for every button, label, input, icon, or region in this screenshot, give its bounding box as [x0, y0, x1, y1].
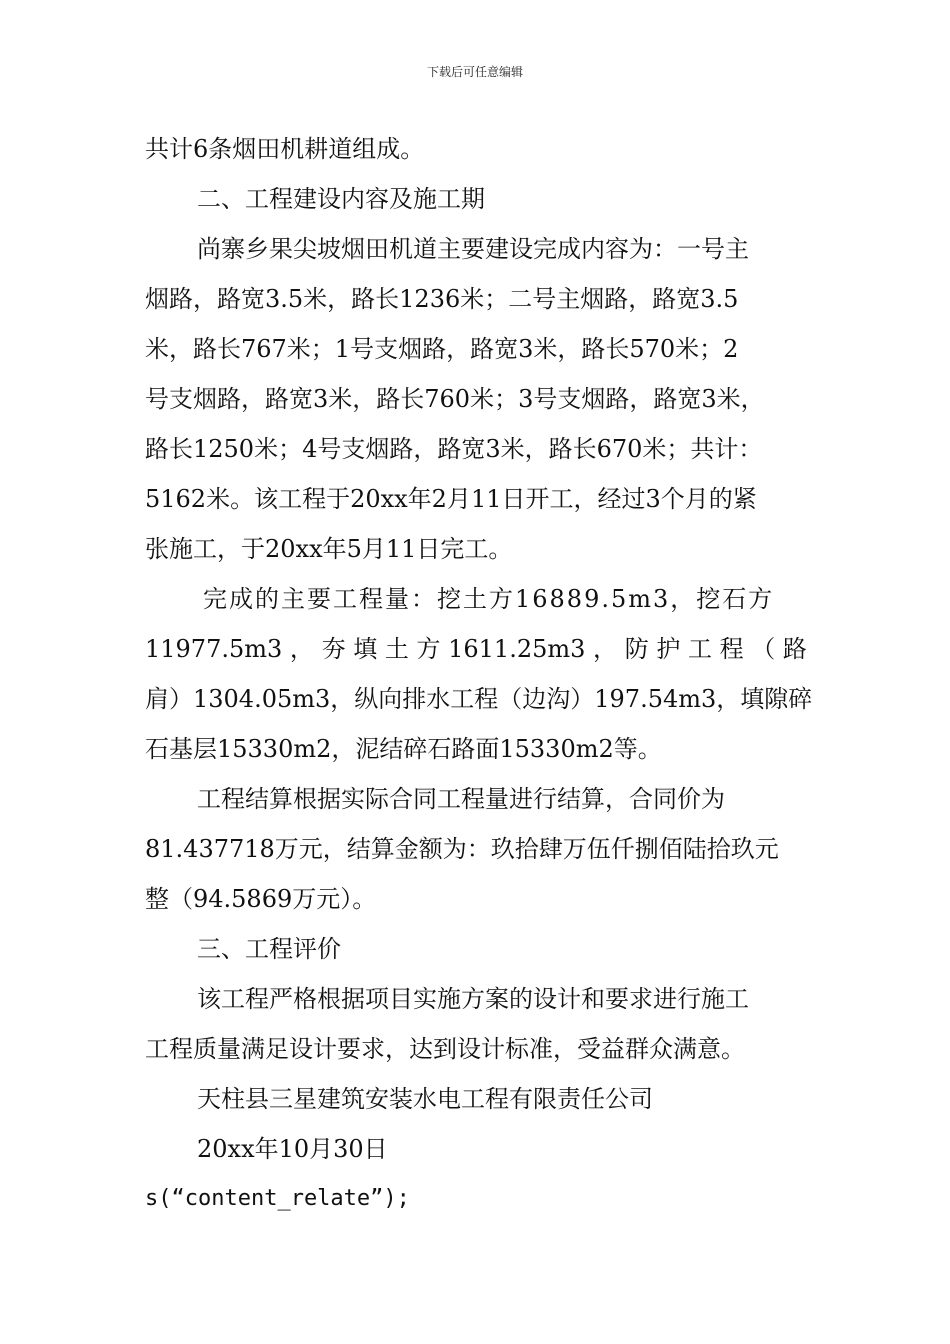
text-line: 共计6条烟田机耕道组成。 — [145, 135, 425, 163]
company-name: 天柱县三星建筑安装水电工程有限责任公司 — [197, 1085, 653, 1113]
text-segment: 程 — [719, 635, 744, 663]
text-segment: ， — [593, 635, 618, 663]
section-heading: 三、工程评价 — [197, 935, 341, 963]
text-segment: 护 — [656, 635, 681, 663]
text-line: 肩）1304.05m3，纵向排水工程（边沟）197.54m3，填隙碎 — [145, 685, 813, 713]
page-header: 下载后可任意编辑 — [426, 65, 523, 79]
text-segment: 土 — [384, 635, 409, 663]
text-line: 石基层15330m2，泥结碎石路面15330m2等。 — [145, 735, 662, 763]
text-line: 完成的主要工程量：挖土方16889.5m3，挖石方 — [203, 585, 775, 613]
text-segment: 防 — [624, 635, 649, 663]
text-segment: ， — [289, 635, 314, 663]
text-line-justified — [145, 624, 807, 674]
text-line: 该工程严格根据项目实施方案的设计和要求进行施工 — [197, 985, 749, 1013]
script-residue-text: s(“content_relate”); — [145, 1186, 410, 1211]
text-segment: 路 — [782, 635, 807, 663]
text-line: 号支烟路，路宽3米，路长760米；3号支烟路，路宽3米， — [145, 385, 765, 413]
text-line: 工程质量满足设计要求，达到设计标准，受益群众满意。 — [145, 1035, 745, 1063]
text-line: 烟路，路宽3.5米，路长1236米；二号主烟路，路宽3.5 — [145, 285, 739, 313]
text-segment: 1611.25m3 — [448, 635, 586, 663]
text-segment: （ — [751, 635, 776, 663]
text-line: 工程结算根据实际合同工程量进行结算，合同价为 — [197, 785, 725, 813]
text-line: 整（94.5869万元）。 — [145, 885, 377, 913]
text-line: 路长1250米；4号支烟路，路宽3米，路长670米；共计： — [145, 435, 763, 463]
text-segment: 工 — [687, 635, 712, 663]
text-line: 尚寨乡果尖坡烟田机道主要建设完成内容为：一号主 — [197, 235, 749, 263]
text-segment: 11977.5m3 — [145, 635, 283, 663]
text-segment: 填 — [353, 635, 378, 663]
text-line: 米，路长767米；1号支烟路，路宽3米，路长570米；2 — [145, 335, 739, 363]
document-body — [145, 124, 813, 1224]
text-segment: 夯 — [321, 635, 346, 663]
text-line: 5162米。该工程于20xx年2月11日开工，经过3个月的紧 — [145, 485, 757, 513]
text-line: 张施工，于20xx年5月11日完工。 — [145, 535, 513, 563]
text-segment: 方 — [416, 635, 441, 663]
section-heading: 二、工程建设内容及施工期 — [197, 185, 485, 213]
document-date: 20xx年10月30日 — [197, 1135, 388, 1163]
text-line: 81.437718万元，结算金额为：玖拾肆万伍仟捌佰陆拾玖元 — [145, 835, 779, 863]
